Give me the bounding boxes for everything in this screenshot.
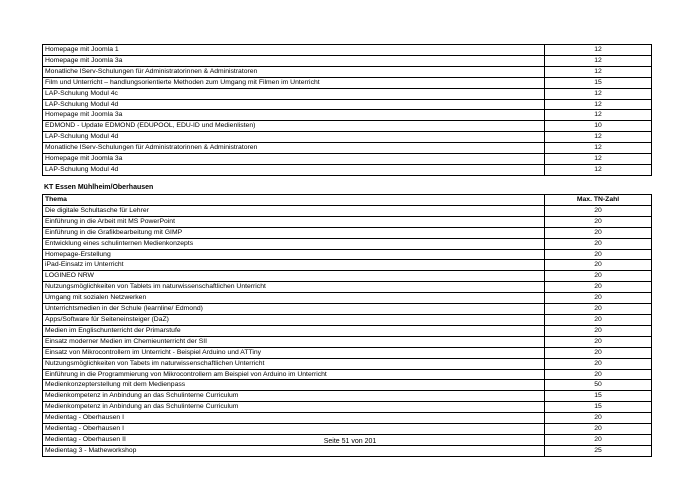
cell-thema: LAP-Schulung Modul 4d	[43, 99, 545, 110]
cell-tn: 12	[545, 88, 652, 99]
table-row	[43, 45, 652, 56]
table-row	[43, 55, 652, 66]
cell-tn: 12	[545, 154, 652, 165]
course-table-top	[42, 44, 652, 176]
cell-tn: 25	[545, 445, 652, 456]
table-row	[43, 88, 652, 99]
cell-thema: LAP-Schulung Modul 4d	[43, 132, 545, 143]
table-row	[43, 293, 652, 304]
cell-thema: Einsatz von Mikrocontrollern im Unterricht - Beispiel Arduino und ATTiny	[43, 347, 545, 358]
cell-tn: 20	[545, 205, 652, 216]
cell-thema: Umgang mit sozialen Netzwerken	[43, 293, 545, 304]
cell-tn: 15	[545, 402, 652, 413]
cell-tn: 50	[545, 380, 652, 391]
cell-thema: Homepage mit Joomla 1	[43, 45, 545, 56]
table-row	[43, 121, 652, 132]
cell-thema: Homepage mit Joomla 3a	[43, 154, 545, 165]
cell-tn: 12	[545, 55, 652, 66]
table-row	[43, 227, 652, 238]
table-row	[43, 325, 652, 336]
cell-thema: Homepage mit Joomla 3a	[43, 55, 545, 66]
table-header-row	[43, 195, 652, 206]
cell-thema: Einführung in die Programmierung von Mikrocontrollern am Beispiel von Arduino im Unterricht	[43, 369, 545, 380]
header-tn: Max. TN-Zahl	[545, 195, 652, 206]
cell-thema: Medienkonzepterstellung mit dem Medienpass	[43, 380, 545, 391]
cell-tn: 20	[545, 260, 652, 271]
cell-thema: LAP-Schulung Modul 4d	[43, 164, 545, 175]
cell-tn: 20	[545, 413, 652, 424]
cell-tn: 20	[545, 304, 652, 315]
cell-thema: Medien im Englischunterricht der Primarstufe	[43, 325, 545, 336]
cell-thema: LOGINEO NRW	[43, 271, 545, 282]
table-row	[43, 336, 652, 347]
table-row	[43, 238, 652, 249]
table-row	[43, 402, 652, 413]
cell-tn: 15	[545, 77, 652, 88]
cell-thema: Medientag 3 - Matheworkshop	[43, 445, 545, 456]
cell-thema: Die digitale Schultasche für Lehrer	[43, 205, 545, 216]
table-row	[43, 347, 652, 358]
cell-thema: Einführung in die Arbeit mit MS PowerPoint	[43, 216, 545, 227]
table-row	[43, 77, 652, 88]
cell-thema: Einführung in die Grafikbearbeitung mit GIMP	[43, 227, 545, 238]
cell-thema: LAP-Schulung Modul 4c	[43, 88, 545, 99]
table-row	[43, 66, 652, 77]
table-row	[43, 260, 652, 271]
course-table-essen	[42, 194, 652, 457]
cell-thema: Homepage-Erstellung	[43, 249, 545, 260]
table-row	[43, 249, 652, 260]
cell-tn: 12	[545, 110, 652, 121]
table-row	[43, 164, 652, 175]
header-thema: Thema	[43, 195, 545, 206]
table-row	[43, 358, 652, 369]
table-row	[43, 205, 652, 216]
cell-tn: 12	[545, 164, 652, 175]
cell-tn: 20	[545, 314, 652, 325]
cell-tn: 20	[545, 424, 652, 435]
cell-thema: Entwicklung eines schulinternen Medienkonzepts	[43, 238, 545, 249]
cell-tn: 20	[545, 216, 652, 227]
cell-tn: 12	[545, 99, 652, 110]
table-row	[43, 143, 652, 154]
table-row	[43, 304, 652, 315]
cell-thema: Medientag - Oberhausen II	[43, 434, 545, 445]
cell-thema: Medientag - Oberhausen I	[43, 413, 545, 424]
table-row	[43, 391, 652, 402]
table-row	[43, 282, 652, 293]
cell-thema: Medienkompetenz in Anbindung an das Schulinterne Curriculum	[43, 391, 545, 402]
cell-tn: 20	[545, 325, 652, 336]
cell-tn: 20	[545, 369, 652, 380]
cell-tn: 12	[545, 132, 652, 143]
table-row	[43, 424, 652, 435]
table-row	[43, 216, 652, 227]
table-row	[43, 369, 652, 380]
cell-tn: 20	[545, 227, 652, 238]
cell-tn: 20	[545, 358, 652, 369]
cell-tn: 20	[545, 347, 652, 358]
cell-tn: 12	[545, 45, 652, 56]
cell-tn: 12	[545, 66, 652, 77]
cell-thema: Unterrichtsmedien in der Schule (learnline/ Edmond)	[43, 304, 545, 315]
cell-thema: Film und Unterricht – handlungsorientierte Methoden zum Umgang mit Filmen im Unterricht	[43, 77, 545, 88]
cell-thema: Nutzungsmöglichkeiten von Tablets im naturwissenschaftlichen Unterricht	[43, 282, 545, 293]
table-row	[43, 110, 652, 121]
cell-thema: Medientag - Oberhausen I	[43, 424, 545, 435]
cell-tn: 20	[545, 249, 652, 260]
cell-tn: 20	[545, 293, 652, 304]
cell-thema: Apps/Software für Seiteneinsteiger (DaZ)	[43, 314, 545, 325]
table-row	[43, 271, 652, 282]
cell-thema: EDMOND - Update EDMOND (EDUPOOL, EDU-ID und Medienlisten)	[43, 121, 545, 132]
section-title: KT Essen Mühlheim/Oberhausen	[44, 184, 154, 191]
cell-thema: Einsatz moderner Medien im Chemieunterricht der SII	[43, 336, 545, 347]
cell-tn: 20	[545, 271, 652, 282]
cell-thema: iPad-Einsatz im Unterricht	[43, 260, 545, 271]
table-row	[43, 445, 652, 456]
cell-tn: 12	[545, 143, 652, 154]
cell-tn: 15	[545, 391, 652, 402]
cell-thema: Medienkompetenz in Anbindung an das Schulinterne Curriculum	[43, 402, 545, 413]
table-row	[43, 132, 652, 143]
cell-thema: Monatliche IServ-Schulungen für Administratorinnen & Administratoren	[43, 66, 545, 77]
table-row	[43, 413, 652, 424]
cell-thema: Homepage mit Joomla 3a	[43, 110, 545, 121]
table-row	[43, 99, 652, 110]
cell-thema: Nutzungsmöglichkeiten von Tabets im naturwissenschaftlichen Unterricht	[43, 358, 545, 369]
cell-tn: 20	[545, 238, 652, 249]
cell-tn: 20	[545, 336, 652, 347]
table-row	[43, 154, 652, 165]
table-row	[43, 380, 652, 391]
cell-tn: 20	[545, 282, 652, 293]
cell-tn: 20	[545, 434, 652, 445]
table-row	[43, 314, 652, 325]
cell-tn: 10	[545, 121, 652, 132]
cell-thema: Monatliche IServ-Schulungen für Administratorinnen & Administratoren	[43, 143, 545, 154]
page-number: Seite 51 von 201	[323, 438, 377, 445]
